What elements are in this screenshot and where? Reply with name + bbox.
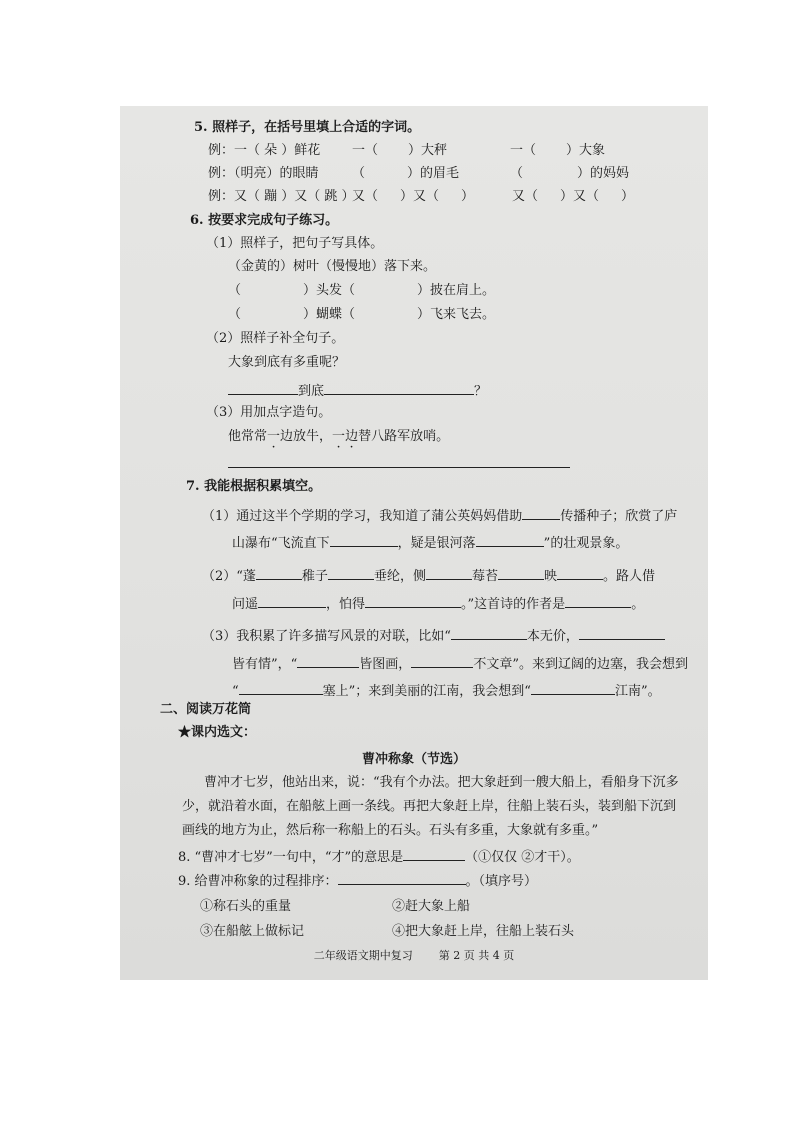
q5-example-3: 例：又（ 蹦 ）又（ 跳 ）	[208, 189, 355, 204]
q5-row2-b: （ ）的妈妈	[510, 166, 630, 181]
q5-row3-a: 又（ ）又（ ）	[352, 189, 475, 204]
q9-option-4: ④把大象赶上岸，往船上装石头	[392, 924, 575, 939]
section-2-title: 二、阅读万花筒	[160, 702, 252, 717]
q9-option-1: ①称石头的重量	[200, 899, 292, 914]
q7-title: 7. 我能根据积累填空。	[186, 479, 322, 494]
passage-title: 曹冲称象（节选）	[361, 752, 466, 767]
q5-title: 5. 照样子，在括号里填上合适的字词。	[194, 120, 421, 135]
passage-line-1: 曹冲才七岁，他站出来，说：“我有个办法。把大象赶到一艘大船上，看船身下沉多	[204, 775, 679, 790]
q7-p3-line2: 皆有情”，“ 皆图画， 不文章”。来到辽阔的边塞，我会想到	[232, 653, 688, 674]
q6-s3-example: 他常常一边放牛，一边替八路军放哨。	[228, 429, 450, 444]
q5-row2-a: （ ）的眉毛	[352, 166, 460, 181]
q9-option-3: ③在船舷上做标记	[200, 924, 305, 939]
q5-row1-b: 一（ ）大象	[510, 143, 606, 158]
q6-s1-example: （金黄的）树叶（慢慢地）落下来。	[228, 259, 437, 274]
q6-title: 6. 按要求完成句子练习。	[190, 213, 339, 228]
q6-s1-title: （1）照样子，把句子写具体。	[206, 236, 384, 251]
passage-line-3: 画线的地方为止，然后称一称船上的石头。石头有多重，大象就有多重。”	[182, 823, 599, 838]
q6-s2-example: 大象到底有多重呢？	[228, 355, 346, 370]
q6-s1-line2: （ ）蝴蝶（ ）飞来飞去。	[228, 307, 496, 322]
q9: 9. 给曹冲称象的过程排序： 。（填序号）	[178, 870, 537, 891]
q5-row1-a: 一（ ）大秤	[352, 143, 448, 158]
q8: 8. “曹冲才七岁”一句中，“才”的意思是 （①仅仅 ②才干）。	[178, 846, 580, 867]
passage-line-2: 少，就沿着水面，在船舷上画一条线。再把大象赶上岸，往船上装石头，装到船下沉到	[182, 799, 677, 814]
q6-s3-answer-line	[228, 467, 570, 468]
q6-s1-line1: （ ）头发（ ）披在肩上。	[228, 283, 496, 298]
page-footer: 二年级语文期中复习 第 2 页 共 4 页	[313, 949, 515, 962]
q7-p2-line2: 问遥 ，怕得 。”这首诗的作者是 。	[232, 593, 644, 614]
q6-s2-title: （2）照样子补全句子。	[206, 331, 345, 346]
q5-example-1: 例：一（ 朵 ）鲜花	[208, 143, 321, 158]
q7-p1-line1: （1）通过这半个学期的学习，我知道了蒲公英妈妈借助 传播种子；欣赏了庐	[202, 505, 677, 526]
q5-row3-b: 又（ ）又（ ）	[512, 189, 635, 204]
q7-p3-line3: “ 塞上”；来到美丽的江南，我会想到“ 江南”。	[232, 680, 661, 701]
q6-s3-title: （3）用加点字造句。	[206, 405, 332, 420]
exam-page	[120, 106, 708, 980]
q7-p3-line1: （3）我积累了许多描写风景的对联，比如“ 本无价，	[202, 625, 665, 646]
q7-p1-line2: 山瀑布“飞流直下 ，疑是银河落 ”的壮观景象。	[232, 532, 628, 553]
q5-example-2: 例：（明亮）的眼睛	[208, 166, 319, 181]
q7-p2-line1: （2）“蓬 稚子 垂纶，侧 莓苔 映 。路人借	[202, 565, 655, 586]
q6-s2-fill: 到底 ？	[228, 380, 487, 401]
q9-option-2: ②赶大象上船	[392, 899, 471, 914]
section-2-subtitle: ★课内选文：	[178, 725, 257, 740]
